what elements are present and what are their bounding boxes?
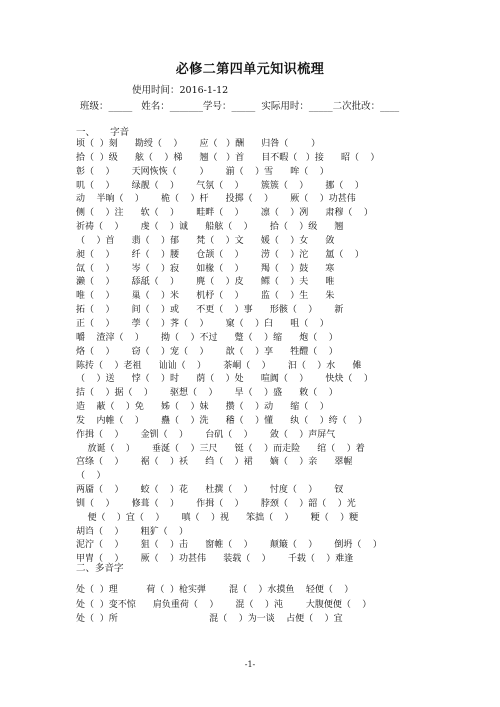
text-line: 侧（ ）注 软（ ） 畦畔（ ） 凛（ ）冽 肃穆（ ）: [76, 208, 373, 219]
text-line: （ ）: [76, 471, 106, 482]
text-line: 甲胄（ ） 厥（ ）功甚伟 装载（ ） 千载（ ）难逢: [76, 554, 354, 565]
text-line: 叽（ ） 绿靓（ ） 气氛（ ） 簇簇（ ） 挪（ ）: [76, 180, 364, 191]
text-line: 昶（ ） 纤（ ）腰 仓颉（ ） 涝（ ）沱 氲（ ）: [76, 249, 364, 260]
text-line: 拓（ ） 间（ ）或 不更（ ）事 形骸（ ） 新: [76, 305, 344, 316]
text-line: 氙（ ） 岑（ ）寂 如椽（ ） 羯（ ）鼓 寒: [76, 263, 335, 274]
text-line: 发 内帷（ ） 蠱（ ）洗 稽（ ）懂 纨（ ）绔（ ）: [76, 415, 368, 426]
text-line: 放诞（ ） 垂涎（ ）三尺 铤（ ）而走险 绾（ ）着: [76, 443, 365, 454]
text-line: 唯（ ） 巢（ ）米 机杼（ ） 监（ ）生 朱: [76, 291, 335, 302]
text-line: 顷（ ）刻 勘绶（ ） 应（ ）酬 归咎（ ）: [76, 139, 321, 149]
text-line: 拮（ ）据（ ） 驱想（ ） 旱（ ）盛 敕（ ）: [76, 388, 338, 399]
text-line: 处（ ）所 混（ ）为一谈 占便（ ）宜: [76, 614, 343, 624]
text-line: 作揖（ ） 金钏（ ） 台矶（ ） 敛（ ）声屏气: [76, 429, 336, 440]
text-line: 烙（ ） 窃（ ）宠（ ） 歆（ ）享 牲醴（ ）: [76, 346, 338, 357]
text-line: 嚼 渣滓（ ） 拗（ ）不过 蹩（ ）缩 炮（ ）: [76, 332, 338, 343]
pronunciation-list: [76, 138, 426, 567]
student-info-row: 班级：_____ 姓名：_______学号：_____ 实际用时：_____二次批改：____: [80, 101, 400, 112]
text-line: 濑（ ） 舔舐（ ） 麂（ ）皮 鳏（ ）夫 唯: [76, 277, 335, 288]
section-heading-pronunciation: 一、 字音: [76, 127, 130, 138]
text-line: 正（ ） 荸（ ）荠（ ） 窠（ ）臼 咀（ ）: [76, 318, 329, 329]
page-title: 必修二第四单元知识梳理: [175, 62, 325, 77]
text-line: 处（ ）理 荷（ ）枪实弹 混（ ）水摸鱼 轻便（ ）: [76, 585, 354, 595]
polyphonic-list: [76, 583, 436, 627]
text-line: 泥泞（ ） 狙（ ）击 窗帷（ ） 颠簸（ ） 倒坍（ ）: [76, 540, 382, 551]
text-line: （ ）首 翡（ ）郁 梵（ ）文 媛（ ）女 敛: [76, 235, 335, 246]
text-line: 陈抟（ ）老祖 讪讪（ ） 茶峒（ ） 汩（ ）水 傩: [76, 360, 362, 371]
text-line: 祈祷（ ） 虔（ ）诚 船舷（ ） 拾（ ）级 翘: [76, 222, 344, 233]
page-number: -1-: [244, 660, 256, 669]
text-line: 两靥（ ） 蛟（ ）花 杜撰（ ） 忖度（ ） 钗: [76, 485, 344, 496]
text-line: 宫绦（ ） 裾（ ）袄 绉（ ）裙 嫡（ ）亲 翠幄: [76, 457, 353, 468]
section-heading-polyphonic: 二、多音字: [76, 563, 124, 574]
text-line: （ ）送 悖（ ）时 荫（ ）处 喧阗（ ） 快炔（ ）: [76, 374, 373, 385]
text-line: 造 蔽（ ）免 姊（ ）妹 攒（ ）动 缩（ ）: [76, 402, 329, 413]
text-line: 动 半晌（ ） 桅（ ）杆 投掷（ ） 厥（ ）功甚伟: [76, 194, 356, 205]
text-line: 彰（ ） 天网恢恢（ ） 湔（ ）雪 哞（ ）: [76, 166, 329, 177]
usage-date: 使用时间：2016-1-12: [132, 85, 229, 96]
text-line: 便（ ）宜（ ） 嗔（ ）视 笨拙（ ） 粳（ ）粳: [76, 512, 359, 523]
text-line: 处（ ）变不惊 肩负重荷（ ） 混（ ）沌 大腹便便（ ）: [76, 599, 372, 610]
text-line: 胡诌（ ） 粗犷（ ）: [76, 526, 189, 537]
text-line: 钏（ ） 修葺（ ） 作揖（ ） 脖颈（ ）韶（ ）光: [76, 498, 356, 509]
text-line: 拾（ ）级 舷（ ）梯 翘（ ）首 目不暇（ ）接 昭（ ）: [76, 152, 380, 163]
